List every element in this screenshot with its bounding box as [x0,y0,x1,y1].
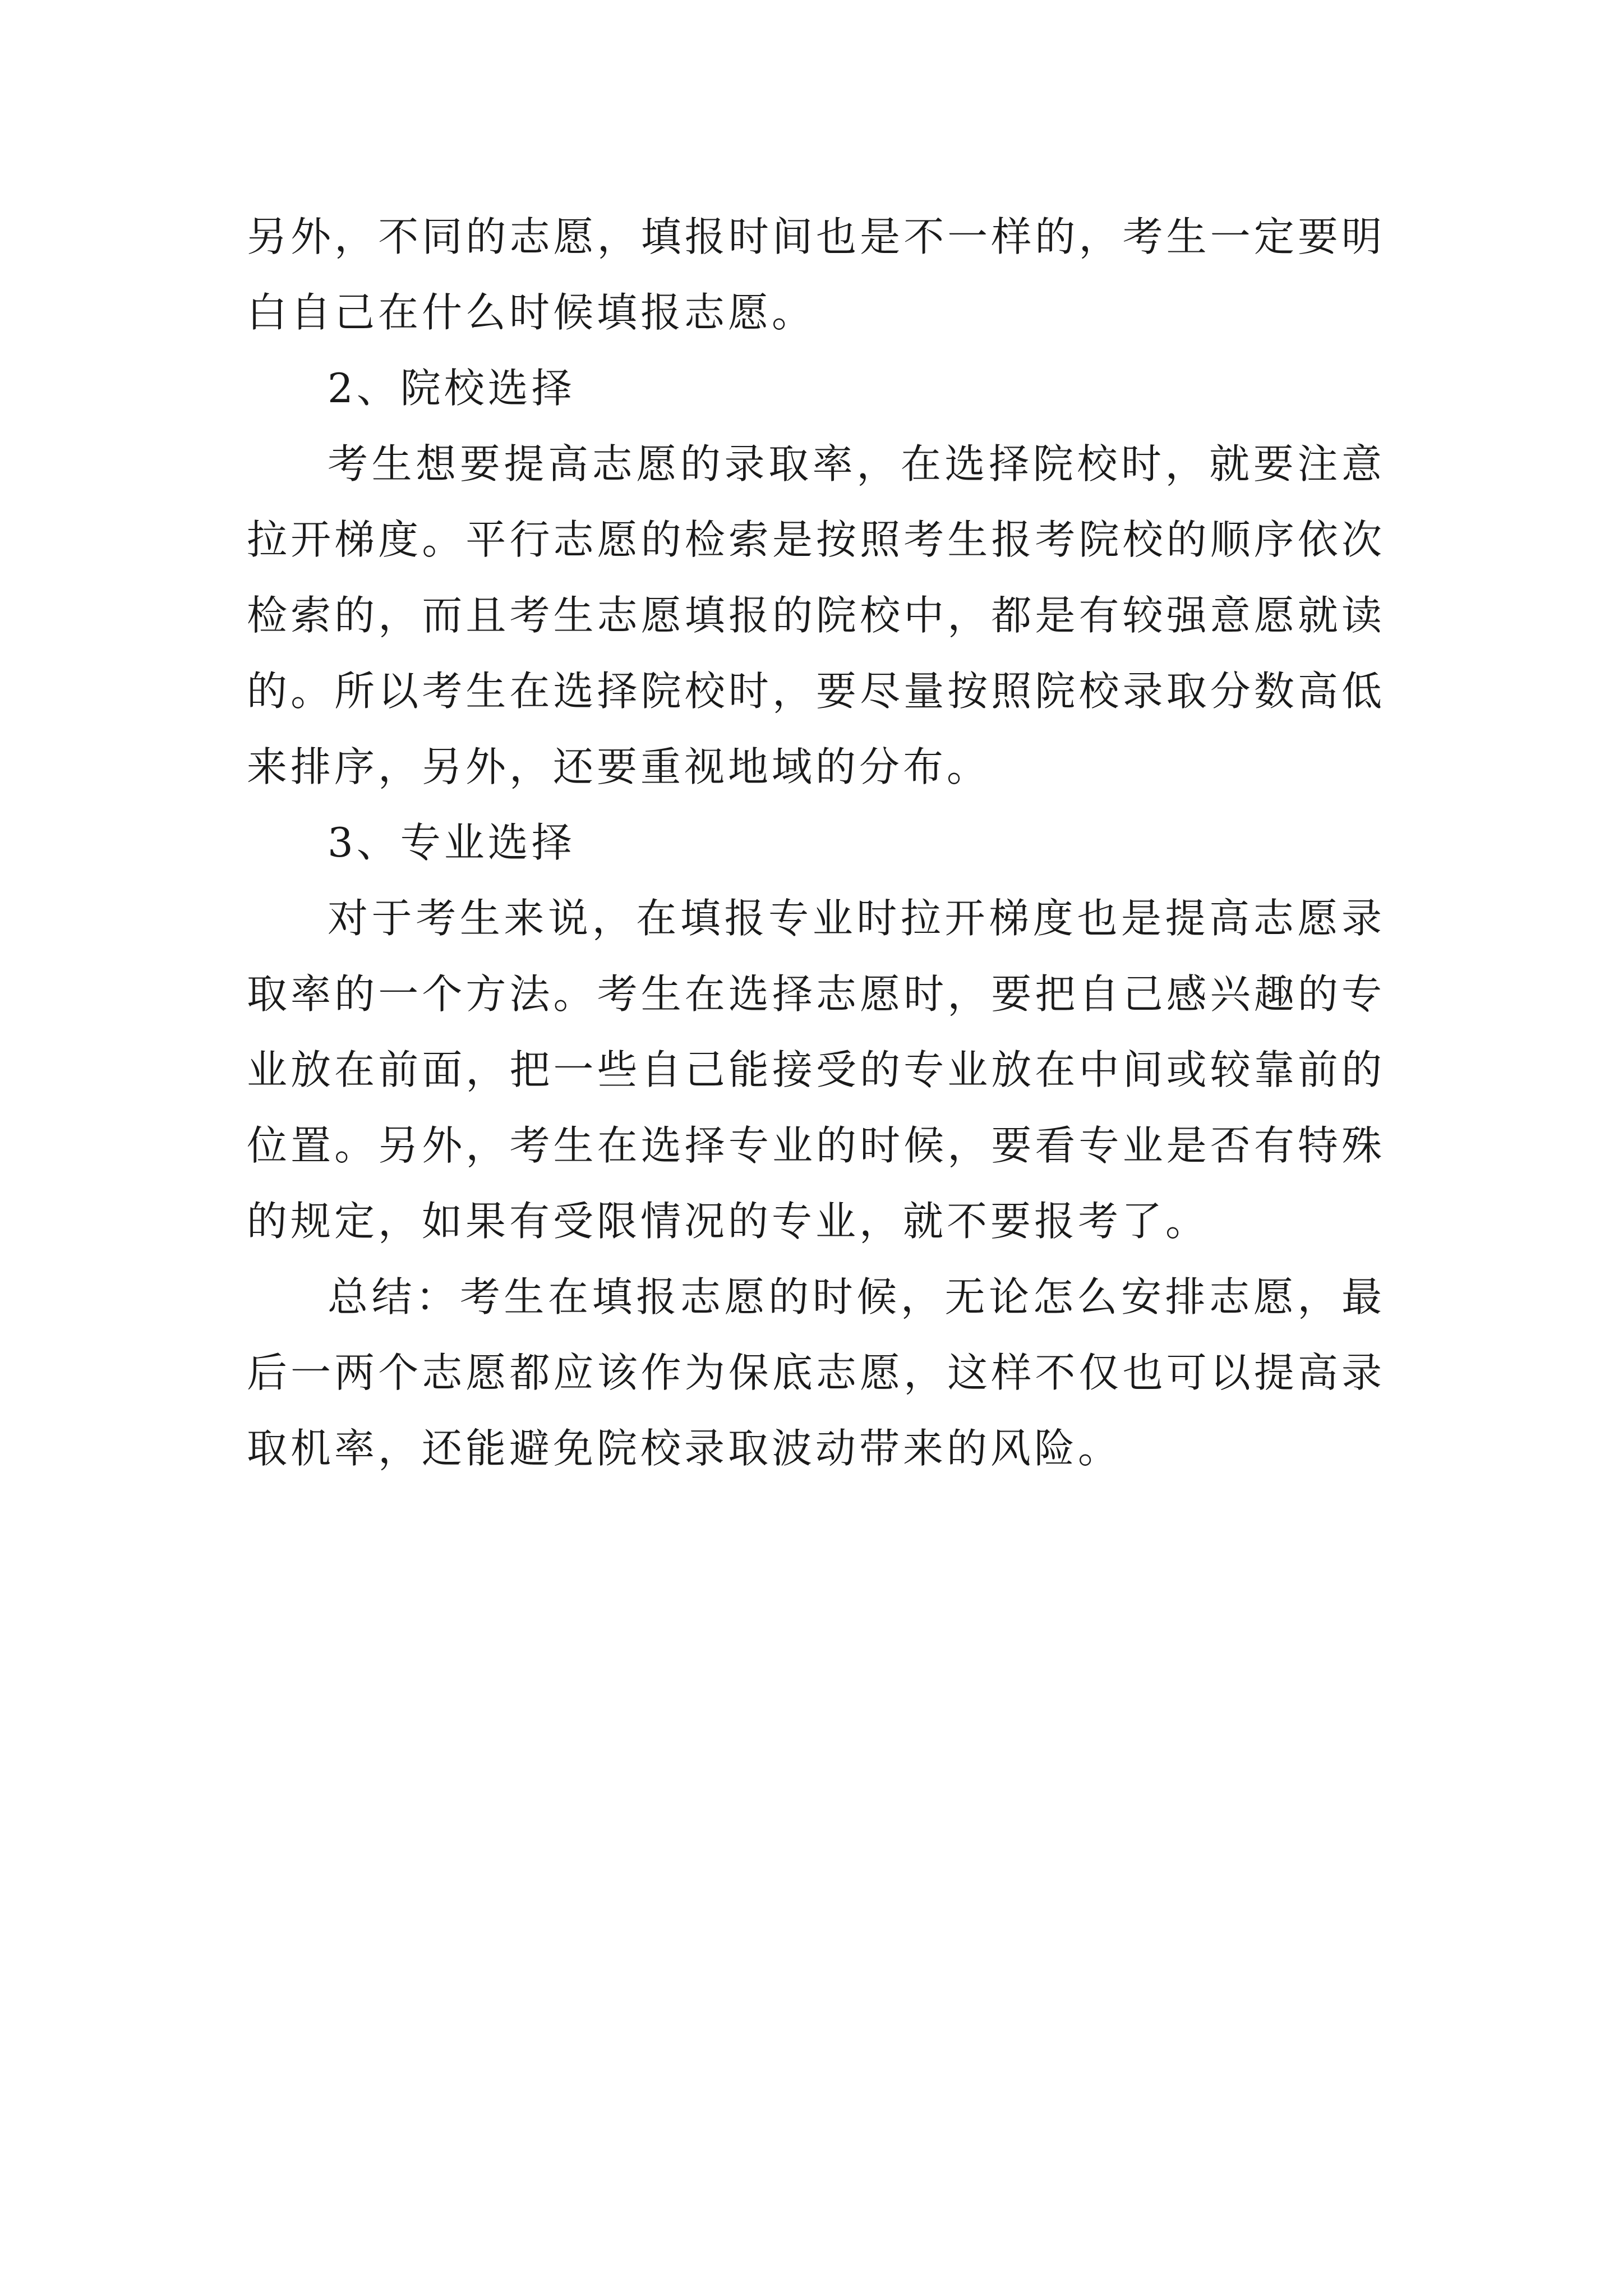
heading-school-selection: 2、院校选择 [328,365,575,412]
heading-major-selection: 3、专业选择 [328,819,575,866]
paragraph-summary: 总结：考生在填报志愿的时候，无论怎么安排志愿，最后一两个志愿都应该作为保底志愿，这样不仅也可以提高录取机率，还能避免院校录取波动带来的风险。 [247,1273,1385,1472]
document-body [247,199,1385,1487]
paragraph-school-selection: 考生想要提高志愿的录取率，在选择院校时，就要注意拉开梯度。平行志愿的检索是按照考生报考院校的顺序依次检索的，而且考生志愿填报的院校中，都是有较强意愿就读的。所以考生在选择院校时，要尽量按照院校录取分数高低来排序，另外，还要重视地域的分布。 [247,440,1385,790]
paragraph-major-selection: 对于考生来说，在填报专业时拉开梯度也是提高志愿录取率的一个方法。考生在选择志愿时，要把自己感兴趣的专业放在前面，把一些自己能接受的专业放在中间或较靠前的位置。另外，考生在选择专业的时候，要看专业是否有特殊的规定，如果有受限情况的专业，就不要报考了。 [247,895,1385,1245]
paragraph-intro: 另外，不同的志愿，填报时间也是不一样的，考生一定要明白自己在什么时候填报志愿。 [247,213,1385,336]
